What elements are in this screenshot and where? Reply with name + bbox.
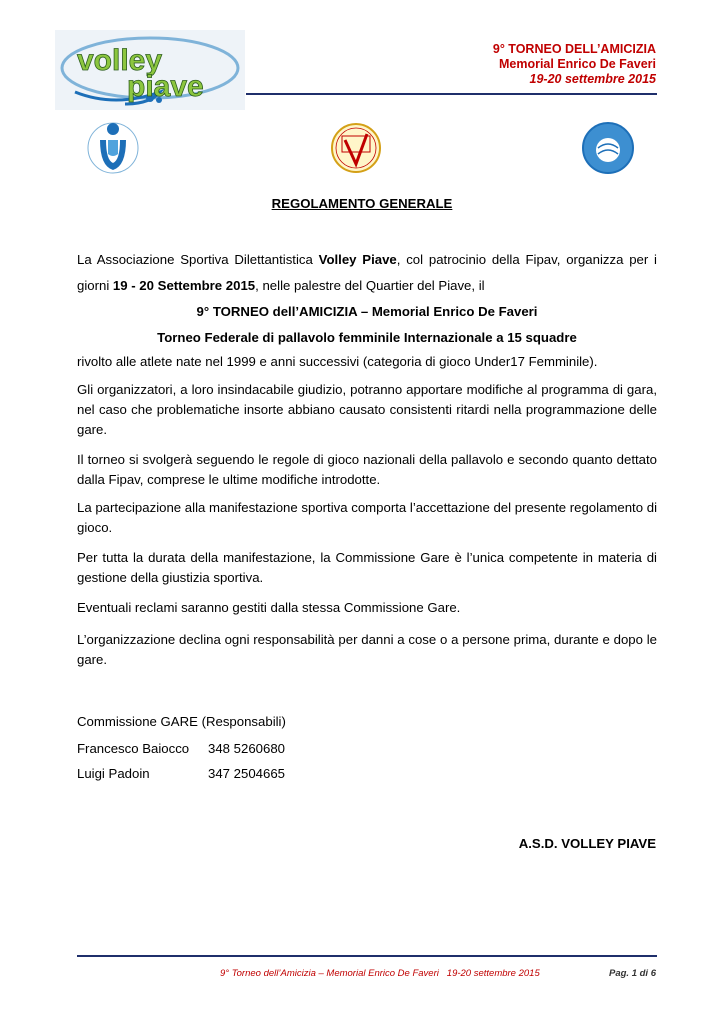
paragraph-rules: Il torneo si svolgerà seguendo le regole di gioco nazionali della pallavolo e secondo quanto dettato dalla Fipav, comprese le ultime modifiche introdotte. <box>77 452 657 487</box>
footer-text: 9° Torneo dell’Amicizia – Memorial Enrico De Faveri 19-20 settembre 2015 <box>220 968 540 979</box>
fipav-federation-emblem <box>86 118 140 178</box>
intro-bold-dates: 19 - 20 Settembre 2015 <box>112 278 256 293</box>
paragraph-participation: La partecipazione alla manifestazione sportiva comporta l’accettazione del presente regolamento di gioco. <box>77 500 657 535</box>
header-line-3: 19-20 settembre 2015 <box>529 72 656 86</box>
comitato-regionale-veneto-emblem <box>330 118 382 178</box>
fipav-treviso-emblem <box>580 118 636 178</box>
header-line-1: 9° TORNEO DELL’AMICIZIA <box>492 42 656 56</box>
volley-piave-logo <box>55 30 245 110</box>
intro-text-3: , nelle palestre del Quartier del Piave, il <box>255 278 485 293</box>
commission-title: Commissione GARE (Responsabili) <box>77 714 286 729</box>
header-line-2: Memorial Enrico De Faveri <box>498 57 656 71</box>
paragraph-liability: L’organizzazione declina ogni responsabilità per danni a cose o a persone prima, durante e dopo le gare. <box>77 632 657 667</box>
member-phone-2: 347 2504665 <box>208 766 286 781</box>
paragraph-commission: Per tutta la durata della manifestazione, la Commissione Gare è l’unica competente in materia di gestione della giustizia sportiva. <box>77 550 657 585</box>
paragraph-organizers: Gli organizzatori, a loro insindacabile giudizio, potranno apportare modifiche al programma di gara, nel caso che problematiche insorte abbiano causato consistenti ritardi nella programmazione delle gare. <box>77 382 657 437</box>
member-name-2: Luigi Padoin <box>77 766 150 781</box>
logo-word-volley: volley <box>77 44 163 77</box>
intro-bold-club: Volley Piave <box>318 252 397 267</box>
header-title-block <box>493 42 656 87</box>
intro-paragraph <box>77 247 657 299</box>
logo-word-piave: piave <box>127 70 204 103</box>
paragraph-eligibility: rivolto alle atlete nate nel 1999 e anni successivi (categoria di gioco Under17 Femminile). <box>77 354 598 369</box>
member-name-1: Francesco Baiocco <box>77 741 190 756</box>
paragraph-claims: Eventuali reclami saranno gestiti dalla stessa Commissione Gare. <box>77 600 461 615</box>
page-number: Pag. 1 di 6 <box>609 968 656 979</box>
intro-text-1: La Associazione Sportiva Dilettantistica <box>77 252 319 267</box>
document-title: REGOLAMENTO GENERALE <box>271 196 453 211</box>
footer-rule <box>77 955 657 957</box>
tournament-subtitle: Torneo Federale di pallavolo femminile Internazionale a 15 squadre <box>157 330 577 345</box>
header-rule <box>246 93 657 95</box>
member-phone-1: 348 5260680 <box>208 741 286 756</box>
signature: A.S.D. VOLLEY PIAVE <box>518 836 656 851</box>
tournament-name: 9° TORNEO dell’AMICIZIA – Memorial Enrico De Faveri <box>196 304 538 319</box>
intro-text-2: , col patrocinio della Fipav, organizza per i giorni <box>77 252 657 293</box>
